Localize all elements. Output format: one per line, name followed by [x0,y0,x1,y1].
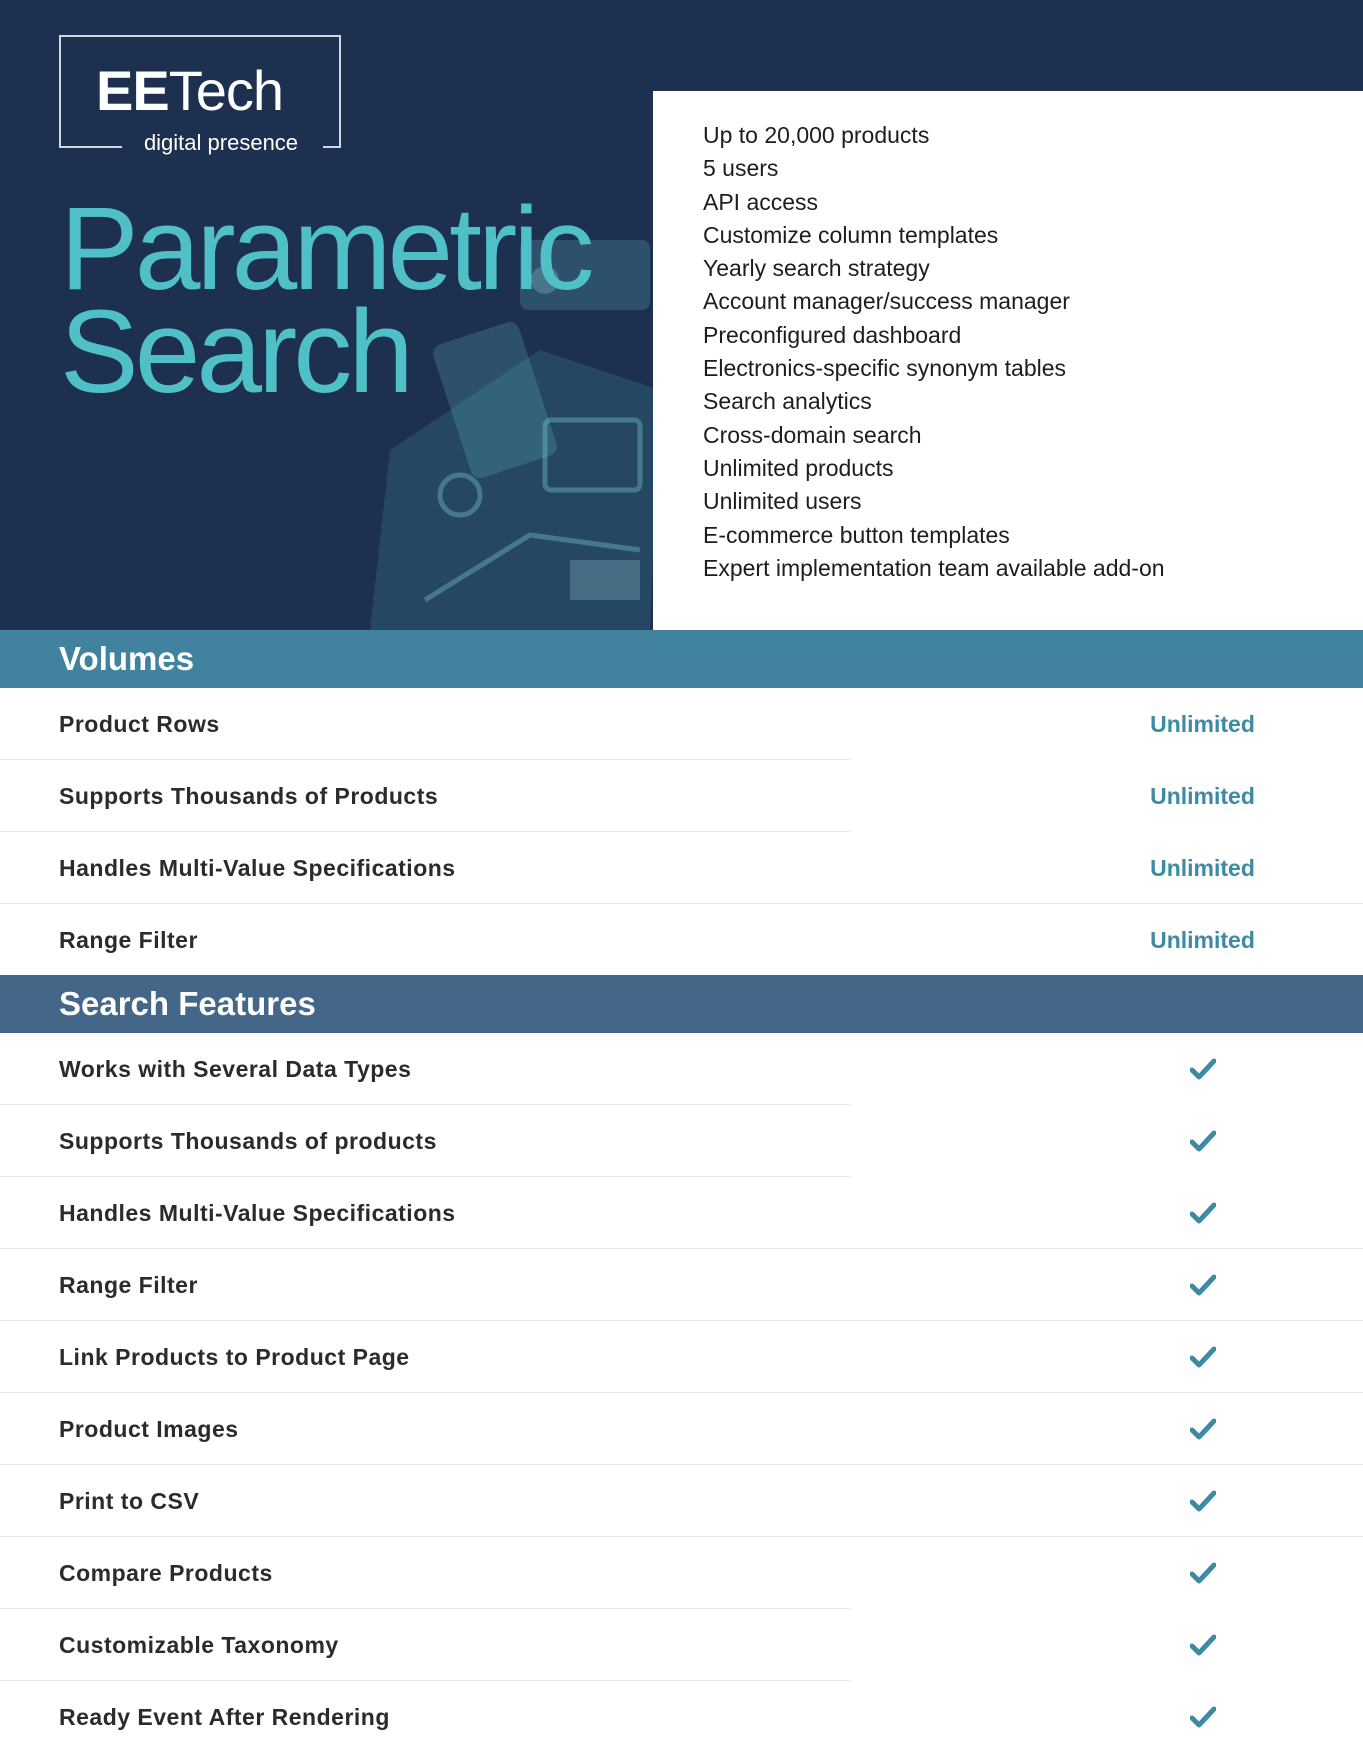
row-label: Link Products to Product Page [59,1344,410,1370]
table-row [0,832,1363,904]
check-icon [1190,1706,1216,1728]
table-row [0,1033,1363,1105]
feature-item: Unlimited users [703,488,862,515]
check-icon [1190,1490,1216,1512]
feature-panel [653,91,1363,630]
feature-item: Customize column templates [703,221,999,248]
row-label: Print to CSV [59,1488,200,1514]
row-label: Works with Several Data Types [59,1056,412,1082]
feature-item: Search analytics [703,388,872,415]
feature-item: Expert implementation team available add-on [703,554,1165,581]
row-label: Range Filter [59,927,198,953]
table-row [0,1321,1363,1393]
logo-tagline: digital presence [143,130,299,155]
search-features-section-header: Search Features [0,975,1363,1033]
feature-item: E-commerce button templates [703,521,1010,548]
check-icon [1190,1202,1216,1224]
table-row [0,904,1363,976]
feature-item: Yearly search strategy [703,255,930,282]
title-line-2: Search [60,286,410,418]
table-row [0,1681,1363,1738]
check-icon [1190,1562,1216,1584]
feature-item: Account manager/success manager [703,288,1070,315]
page-title [60,183,591,418]
hero-banner [0,0,1363,630]
check-icon [1190,1058,1216,1080]
table-row [0,688,1363,760]
table-row [0,1249,1363,1321]
feature-list [703,119,1165,585]
check-icon [1190,1130,1216,1152]
table-row [0,1609,1363,1681]
table-row [0,760,1363,832]
volumes-section-header: Volumes [0,630,1363,688]
feature-item: Electronics-specific synonym tables [703,355,1067,382]
feature-item: Unlimited products [703,454,894,481]
check-icon [1190,1418,1216,1440]
row-label: Range Filter [59,1272,198,1298]
feature-item: Cross-domain search [703,421,922,448]
row-value: Unlimited [1150,783,1255,809]
eetech-logo [59,35,341,155]
logo-wordmark [96,61,283,121]
check-icon [1190,1274,1216,1296]
table-row [0,1177,1363,1249]
table-row [0,1537,1363,1609]
feature-item: Preconfigured dashboard [703,321,962,348]
row-label: Handles Multi-Value Specifications [59,855,456,881]
check-icon [1190,1346,1216,1368]
row-label: Product Images [59,1416,239,1442]
row-label: Compare Products [59,1560,273,1586]
title-line-1: Parametric [60,183,591,315]
row-label: Handles Multi-Value Specifications [59,1200,456,1226]
logo-tech: Tech [168,59,283,122]
table-row [0,1465,1363,1537]
volumes-table [0,688,1363,976]
row-label: Customizable Taxonomy [59,1632,339,1658]
check-icon [1190,1634,1216,1656]
row-value: Unlimited [1150,855,1255,881]
row-value: Unlimited [1150,711,1255,737]
row-value: Unlimited [1150,927,1255,953]
feature-item: 5 users [703,155,779,182]
row-label: Ready Event After Rendering [59,1704,390,1730]
logo-ee: EE [96,59,169,122]
feature-item: API access [703,188,819,215]
row-label: Product Rows [59,711,220,737]
row-label: Supports Thousands of Products [59,783,439,809]
table-row [0,1393,1363,1465]
row-label: Supports Thousands of products [59,1128,437,1154]
table-row [0,1105,1363,1177]
search-features-table [0,1033,1363,1738]
feature-item: Up to 20,000 products [703,122,930,148]
